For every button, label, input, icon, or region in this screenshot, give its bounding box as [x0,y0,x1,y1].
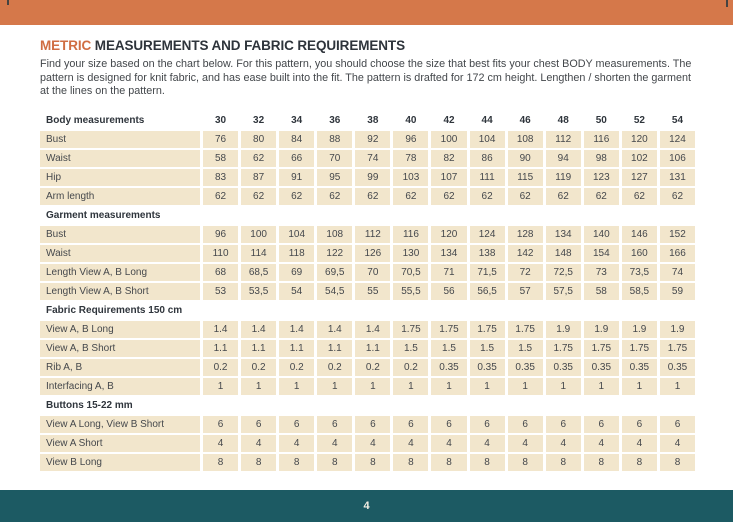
value-cell: 62 [241,188,276,205]
value-cell: 100 [431,131,466,148]
value-cell: 4 [393,435,428,452]
value-cell: 62 [317,188,352,205]
value-cell: 73 [584,264,619,281]
section-title: Garment measurements [46,210,161,221]
value-cell: 1.75 [546,340,581,357]
value-cell: 4 [622,435,657,452]
value-cell: 6 [317,416,352,433]
value-cell: 100 [241,226,276,243]
measurement-table [40,112,695,473]
value-cell: 62 [546,188,581,205]
value-cell: 8 [660,454,695,471]
value-cell: 1.75 [622,340,657,357]
value-cell: 1.1 [279,340,314,357]
value-cell: 6 [546,416,581,433]
row-label: View B Long [40,454,200,471]
table-row [40,321,695,338]
size-column-header: 32 [253,115,265,126]
value-cell: 104 [279,226,314,243]
value-cell: 134 [546,226,581,243]
footer-bar [0,490,733,522]
value-cell: 4 [317,435,352,452]
table-row [40,340,695,357]
section-title: Fabric Requirements 150 cm [46,305,183,316]
value-cell: 0.35 [660,359,695,376]
value-cell: 6 [241,416,276,433]
section-title: Buttons 15-22 mm [46,400,133,411]
value-cell: 1 [546,378,581,395]
value-cell: 8 [431,454,466,471]
value-cell: 102 [622,150,657,167]
value-cell: 84 [279,131,314,148]
value-cell: 4 [584,435,619,452]
value-cell: 124 [470,226,505,243]
table-row [40,435,695,452]
value-cell: 1 [393,378,428,395]
value-cell: 70 [317,150,352,167]
value-cell: 1 [431,378,466,395]
row-label: Bust [40,131,200,148]
value-cell: 62 [470,188,505,205]
value-cell: 0.2 [393,359,428,376]
size-column-header: 40 [405,115,417,126]
size-column-header: 54 [671,115,684,126]
value-cell: 124 [660,131,695,148]
value-cell: 83 [203,169,238,186]
value-cell: 1.1 [317,340,352,357]
value-cell: 0.35 [546,359,581,376]
row-label: View A Long, View B Short [40,416,200,433]
value-cell: 127 [622,169,657,186]
value-cell: 1.4 [203,321,238,338]
size-column-header: 38 [367,115,379,126]
value-cell: 111 [470,169,505,186]
size-column-header: 30 [214,115,227,126]
column-header-label: Body measurements [46,115,145,126]
row-label: Waist [40,245,200,262]
value-cell: 72 [508,264,543,281]
value-cell: 1 [622,378,657,395]
value-cell: 8 [355,454,390,471]
value-cell: 8 [317,454,352,471]
value-cell: 6 [508,416,543,433]
table-row [40,359,695,376]
value-cell: 69,5 [317,264,352,281]
value-cell: 1.75 [584,340,619,357]
value-cell: 1.9 [660,321,695,338]
table-header-row [40,112,695,129]
value-cell: 98 [584,150,619,167]
value-cell: 1.75 [470,321,505,338]
value-cell: 54 [279,283,314,300]
value-cell: 4 [660,435,695,452]
value-cell: 107 [431,169,466,186]
value-cell: 106 [660,150,695,167]
value-cell: 4 [470,435,505,452]
value-cell: 56,5 [470,283,505,300]
value-cell: 115 [508,169,543,186]
value-cell: 1 [660,378,695,395]
row-label: Hip [40,169,200,186]
value-cell: 8 [241,454,276,471]
value-cell: 112 [546,131,581,148]
value-cell: 154 [584,245,619,262]
value-cell: 1.75 [393,321,428,338]
value-cell: 116 [393,226,428,243]
value-cell: 1.5 [470,340,505,357]
value-cell: 74 [660,264,695,281]
section-header-row [40,302,695,319]
value-cell: 8 [279,454,314,471]
value-cell: 82 [431,150,466,167]
size-column-header: 48 [557,115,569,126]
row-label: View A, B Long [40,321,200,338]
value-cell: 166 [660,245,695,262]
value-cell: 1 [241,378,276,395]
top-accent-bar [0,0,733,25]
row-label: Rib A, B [40,359,200,376]
size-column-header: 46 [519,115,531,126]
value-cell: 58 [203,150,238,167]
value-cell: 0.2 [355,359,390,376]
value-cell: 4 [279,435,314,452]
value-cell: 62 [355,188,390,205]
value-cell: 104 [470,131,505,148]
value-cell: 112 [355,226,390,243]
row-label: View A Short [40,435,200,452]
value-cell: 4 [508,435,543,452]
value-cell: 126 [355,245,390,262]
value-cell: 6 [203,416,238,433]
page-title [40,38,695,53]
value-cell: 0.2 [279,359,314,376]
row-label: Arm length [40,188,200,205]
value-cell: 58,5 [622,283,657,300]
value-cell: 142 [508,245,543,262]
value-cell: 58 [584,283,619,300]
section-header-row [40,207,695,224]
size-column-header: 36 [329,115,341,126]
value-cell: 8 [508,454,543,471]
size-column-header: 52 [633,115,645,126]
row-label: Waist [40,150,200,167]
value-cell: 95 [317,169,352,186]
value-cell: 0.35 [470,359,505,376]
value-cell: 118 [279,245,314,262]
value-cell: 1.1 [241,340,276,357]
value-cell: 119 [546,169,581,186]
value-cell: 114 [241,245,276,262]
value-cell: 146 [622,226,657,243]
value-cell: 131 [660,169,695,186]
value-cell: 57 [508,283,543,300]
value-cell: 8 [622,454,657,471]
table-row [40,416,695,433]
value-cell: 70 [355,264,390,281]
table-row [40,454,695,471]
value-cell: 62 [431,188,466,205]
size-column-header: 44 [481,115,493,126]
value-cell: 130 [393,245,428,262]
value-cell: 138 [470,245,505,262]
value-cell: 54,5 [317,283,352,300]
value-cell: 86 [470,150,505,167]
value-cell: 8 [203,454,238,471]
value-cell: 116 [584,131,619,148]
value-cell: 99 [355,169,390,186]
value-cell: 62 [241,150,276,167]
value-cell: 108 [508,131,543,148]
value-cell: 62 [622,188,657,205]
value-cell: 6 [660,416,695,433]
value-cell: 122 [317,245,352,262]
value-cell: 6 [393,416,428,433]
value-cell: 94 [546,150,581,167]
value-cell: 1.4 [279,321,314,338]
table-row [40,245,695,262]
value-cell: 0.35 [584,359,619,376]
value-cell: 123 [584,169,619,186]
value-cell: 1.75 [431,321,466,338]
value-cell: 62 [660,188,695,205]
value-cell: 1 [317,378,352,395]
value-cell: 1 [470,378,505,395]
table-row [40,264,695,281]
value-cell: 1 [279,378,314,395]
section-header-row [40,397,695,414]
value-cell: 8 [393,454,428,471]
value-cell: 1.75 [660,340,695,357]
value-cell: 1.9 [622,321,657,338]
value-cell: 0.35 [431,359,466,376]
value-cell: 128 [508,226,543,243]
value-cell: 160 [622,245,657,262]
value-cell: 134 [431,245,466,262]
value-cell: 56 [431,283,466,300]
value-cell: 148 [546,245,581,262]
value-cell: 68,5 [241,264,276,281]
value-cell: 110 [203,245,238,262]
value-cell: 73,5 [622,264,657,281]
value-cell: 6 [470,416,505,433]
value-cell: 88 [317,131,352,148]
value-cell: 103 [393,169,428,186]
value-cell: 4 [431,435,466,452]
value-cell: 1.1 [355,340,390,357]
value-cell: 1 [508,378,543,395]
value-cell: 1.9 [546,321,581,338]
value-cell: 0.2 [203,359,238,376]
fold-mark-right [726,0,728,7]
value-cell: 71,5 [470,264,505,281]
value-cell: 68 [203,264,238,281]
value-cell: 76 [203,131,238,148]
value-cell: 62 [584,188,619,205]
value-cell: 55,5 [393,283,428,300]
value-cell: 1.5 [431,340,466,357]
value-cell: 6 [584,416,619,433]
row-label: Bust [40,226,200,243]
value-cell: 66 [279,150,314,167]
value-cell: 4 [546,435,581,452]
value-cell: 0.35 [508,359,543,376]
row-label: Interfacing A, B [40,378,200,395]
value-cell: 80 [241,131,276,148]
value-cell: 8 [546,454,581,471]
value-cell: 74 [355,150,390,167]
table-row [40,169,695,186]
value-cell: 6 [431,416,466,433]
value-cell: 55 [355,283,390,300]
size-column-header: 42 [443,115,455,126]
table-row [40,226,695,243]
title-accent: METRIC [40,38,92,53]
value-cell: 59 [660,283,695,300]
value-cell: 152 [660,226,695,243]
value-cell: 96 [393,131,428,148]
table-row [40,378,695,395]
table-row [40,131,695,148]
value-cell: 108 [317,226,352,243]
value-cell: 4 [203,435,238,452]
value-cell: 1.4 [241,321,276,338]
value-cell: 91 [279,169,314,186]
value-cell: 57,5 [546,283,581,300]
row-label: Length View A, B Short [40,283,200,300]
value-cell: 70,5 [393,264,428,281]
table-row [40,283,695,300]
value-cell: 1 [203,378,238,395]
title-rest: MEASUREMENTS AND FABRIC REQUIREMENTS [91,38,405,53]
value-cell: 1.4 [355,321,390,338]
value-cell: 1 [584,378,619,395]
table-row [40,188,695,205]
value-cell: 92 [355,131,390,148]
value-cell: 71 [431,264,466,281]
row-label: Length View A, B Long [40,264,200,281]
value-cell: 0.35 [622,359,657,376]
value-cell: 0.2 [317,359,352,376]
value-cell: 4 [241,435,276,452]
fold-mark-left [7,0,9,5]
value-cell: 140 [584,226,619,243]
value-cell: 120 [431,226,466,243]
intro-text: Find your size based on the chart below. For this pattern, you should choose the size that best fits your chest BODY measurements. The pattern is designed for knit fabric, and has ease built into the fit. The pattern is drafted for 172 cm height. Lengthen / shorten the garment at the lines on the pattern. [40,58,692,98]
row-label: View A, B Short [40,340,200,357]
value-cell: 1.4 [317,321,352,338]
value-cell: 8 [584,454,619,471]
value-cell: 62 [203,188,238,205]
value-cell: 96 [203,226,238,243]
value-cell: 62 [508,188,543,205]
value-cell: 78 [393,150,428,167]
value-cell: 1.9 [584,321,619,338]
size-column-header: 50 [595,115,607,126]
value-cell: 1.1 [203,340,238,357]
value-cell: 53 [203,283,238,300]
page-content [40,38,695,99]
value-cell: 1.5 [393,340,428,357]
value-cell: 1.5 [508,340,543,357]
value-cell: 120 [622,131,657,148]
value-cell: 8 [470,454,505,471]
value-cell: 87 [241,169,276,186]
value-cell: 72,5 [546,264,581,281]
value-cell: 53,5 [241,283,276,300]
page-number: 4 [363,500,370,512]
value-cell: 0.2 [241,359,276,376]
value-cell: 1.75 [508,321,543,338]
value-cell: 69 [279,264,314,281]
value-cell: 62 [279,188,314,205]
value-cell: 1 [355,378,390,395]
value-cell: 6 [622,416,657,433]
size-column-header: 34 [291,115,303,126]
value-cell: 62 [393,188,428,205]
value-cell: 4 [355,435,390,452]
value-cell: 6 [279,416,314,433]
table-row [40,150,695,167]
value-cell: 90 [508,150,543,167]
value-cell: 6 [355,416,390,433]
